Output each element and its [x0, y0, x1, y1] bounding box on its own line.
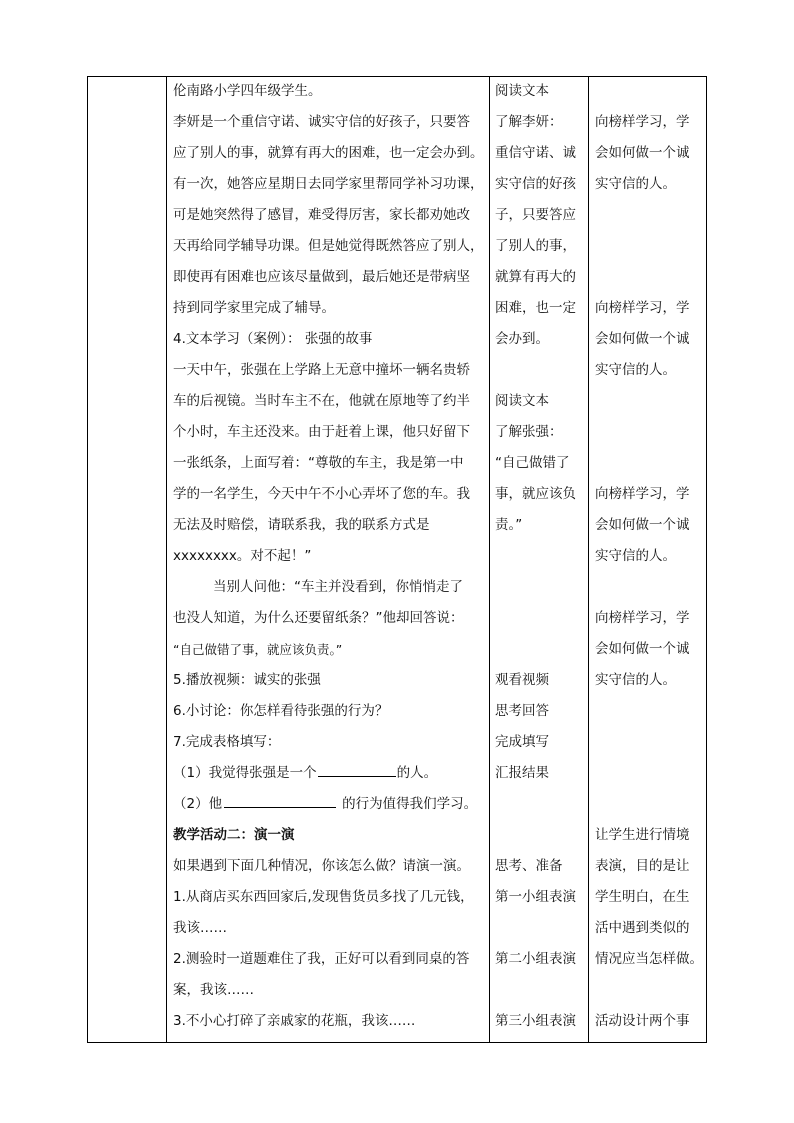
- intent-line: 学生明白，在生: [595, 889, 690, 905]
- activity-line: 第二小组表演: [495, 951, 576, 967]
- text-line: xxxxxxxx。对不起！”: [173, 548, 312, 564]
- fill-item-1-prefix: （1）我觉得张强是一个: [173, 765, 317, 781]
- blank-line: [495, 572, 587, 603]
- fill-blank-2: [224, 793, 336, 808]
- text-line: 我该……: [173, 920, 227, 936]
- blank-line: [595, 262, 705, 293]
- intent-line: 会如何做一个诚: [595, 641, 690, 657]
- blank-line: [595, 696, 705, 727]
- text-line: 即使再有困难也应该尽量做到，最后她还是带病坚: [173, 269, 470, 285]
- blank-line: [595, 975, 705, 1006]
- text-line: 有一次，她答应星期日去同学家里帮同学补习功课，: [173, 176, 484, 192]
- intent-line: 向榜样学习，学: [595, 300, 690, 316]
- table-divider-3: [588, 76, 589, 1043]
- blank-line: [595, 758, 705, 789]
- text-line: 应了别人的事，就算有再大的困难，也一定会办到。: [173, 145, 484, 161]
- intent-line: 实守信的人。: [595, 362, 676, 378]
- blank-line: [495, 975, 587, 1006]
- activity-line: 汇报结果: [495, 765, 549, 781]
- activity-line: 思考、准备: [495, 858, 563, 874]
- activity-line: 阅读文本: [495, 393, 549, 409]
- text-line: 无法及时赔偿，请联系我，我的联系方式是: [173, 517, 430, 533]
- table-divider-2: [489, 76, 490, 1043]
- blank-line: [495, 913, 587, 944]
- text-line: 可是她突然得了感冒，难受得厉害，家长都劝她改: [173, 207, 470, 223]
- step-fill-table: 7.完成表格填写：: [173, 734, 281, 750]
- blank-line: [595, 231, 705, 262]
- intent-line: 向榜样学习，学: [595, 610, 690, 626]
- text-line: 持到同学家里完成了辅导。: [173, 300, 335, 316]
- intent-line: 实守信的人。: [595, 176, 676, 192]
- intent-line: 情况应当怎样做。: [595, 951, 703, 967]
- fill-blank-1: [318, 762, 396, 777]
- step-play-video: 5.播放视频：诚实的张强: [173, 672, 321, 688]
- activity-line: 观看视频: [495, 672, 549, 688]
- blank-line: [595, 417, 705, 448]
- text-line: 当别人问他：“车主并没看到，你悄悄走了: [213, 579, 463, 595]
- text-line: 李妍是一个重信守诺、诚实守信的好孩子，只要答: [173, 114, 470, 130]
- blank-line: [595, 200, 705, 231]
- blank-line: [495, 541, 587, 572]
- blank-line: [495, 603, 587, 634]
- text-line: 也没人知道，为什么还要留纸条？”他却回答说：: [173, 610, 464, 626]
- activity-line: 事，就应该负: [495, 486, 576, 502]
- design-intent-cell: [595, 76, 705, 1037]
- intent-line: 活动设计两个事: [595, 1013, 690, 1029]
- activity-line: 重信守诺、诚: [495, 145, 576, 161]
- table-bottom-border: [87, 1042, 707, 1043]
- step-discussion: 6.小讨论：你怎样看待张强的行为？: [173, 703, 389, 719]
- text-line: 学的一名学生，今天中午不小心弄坏了您的车。我: [173, 486, 470, 502]
- fill-item-2: [173, 789, 488, 820]
- activity-line: 困难，也一定: [495, 300, 576, 316]
- text-line: 个小时，车主还没来。由于赶着上课，他只好留下: [173, 424, 470, 440]
- intent-line: 表演，目的是让: [595, 858, 690, 874]
- activity-line: 就算有再大的: [495, 269, 576, 285]
- intent-line: 会如何做一个诚: [595, 331, 690, 347]
- text-line: 案，我该……: [173, 982, 254, 998]
- intent-line: 会如何做一个诚: [595, 517, 690, 533]
- fill-item-2-suffix: 的行为值得我们学习。: [342, 796, 478, 812]
- text-line: 一张纸条，上面写着：“尊敬的车主，我是第一中: [173, 455, 464, 471]
- teaching-content-cell: [173, 76, 488, 1037]
- activity-line: 完成填写: [495, 734, 549, 750]
- table-border-left: [87, 76, 88, 1043]
- activity-line: 第三小组表演: [495, 1013, 576, 1029]
- intent-line: 实守信的人。: [595, 548, 676, 564]
- intent-line: 会如何做一个诚: [595, 145, 690, 161]
- blank-line: [495, 355, 587, 386]
- text-line: “自己做错了事，就应该负责。”: [173, 642, 343, 657]
- scenario-1: 1.从商店买东西回家后,发现售货员多找了几元钱，: [173, 889, 474, 905]
- activity-line: 第一小组表演: [495, 889, 576, 905]
- table-divider-1: [166, 76, 167, 1043]
- intent-line: 活中遇到类似的: [595, 920, 690, 936]
- blank-line: [595, 789, 705, 820]
- section-heading-text-study: 4.文本学习（案例）： 张强的故事: [173, 331, 373, 347]
- blank-line: [495, 820, 587, 851]
- intent-line: 让学生进行情境: [595, 827, 690, 843]
- activity-line: 会办到。: [495, 331, 549, 347]
- activity-line: 思考回答: [495, 703, 549, 719]
- activity-line: “自己做错了: [495, 455, 570, 471]
- student-activity-cell: [495, 76, 587, 1037]
- activity-line: 责。”: [495, 517, 523, 533]
- activity-line: 子，只要答应: [495, 207, 576, 223]
- text-line: 伦南路小学四年级学生。: [173, 83, 322, 99]
- intent-line: 向榜样学习，学: [595, 114, 690, 130]
- activity-line: 实守信的好孩: [495, 176, 576, 192]
- text-line: 一天中午，张强在上学路上无意中撞坏一辆名贵轿: [173, 362, 470, 378]
- scenario-3: 3.不小心打碎了亲戚家的花瓶，我该……: [173, 1013, 416, 1029]
- table-border-right: [706, 76, 707, 1043]
- intent-line: 实守信的人。: [595, 672, 676, 688]
- activity-line: 了解张强：: [495, 424, 563, 440]
- fill-item-1: [173, 758, 488, 789]
- intent-line: 向榜样学习，学: [595, 486, 690, 502]
- blank-line: [595, 448, 705, 479]
- blank-line: [495, 634, 587, 665]
- activity-two-heading: 教学活动二：演一演: [173, 827, 295, 843]
- blank-line: [495, 789, 587, 820]
- blank-line: [595, 386, 705, 417]
- blank-line: [595, 76, 705, 107]
- activity-line: 阅读文本: [495, 83, 549, 99]
- text-line: 车的后视镜。当时车主不在，他就在原地等了约半: [173, 393, 470, 409]
- fill-item-1-suffix: 的人。: [396, 765, 438, 781]
- text-line: 天再给同学辅导功课。但是她觉得既然答应了别人，: [173, 238, 484, 254]
- activity-line: 了解李妍：: [495, 114, 563, 130]
- scenario-2: 2.测验时一道题难住了我，正好可以看到同桌的答: [173, 951, 470, 967]
- text-line: 如果遇到下面几种情况，你该怎么做？请演一演。: [173, 858, 470, 874]
- activity-line: 了别人的事，: [495, 238, 576, 254]
- blank-line: [595, 727, 705, 758]
- fill-item-2-prefix: （2）他: [173, 796, 223, 812]
- blank-line: [595, 572, 705, 603]
